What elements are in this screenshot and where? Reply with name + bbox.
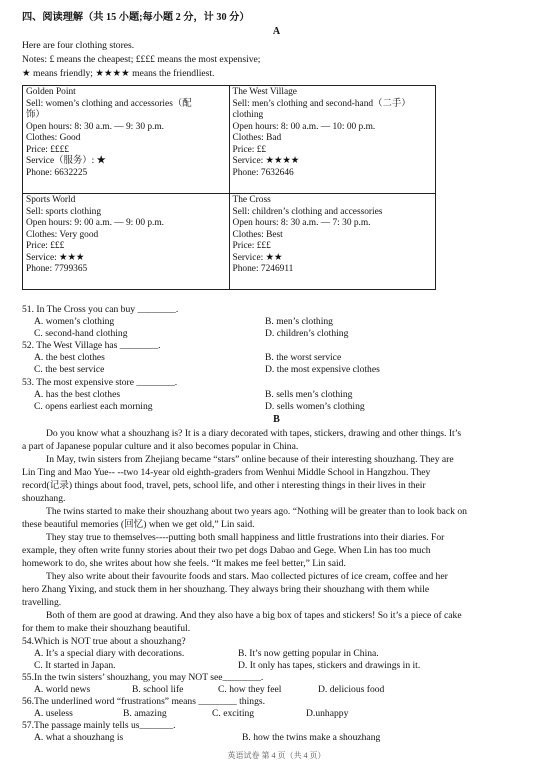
- store-service: Service: ★★: [232, 252, 283, 263]
- store-sell-cont: 饰）: [26, 110, 45, 120]
- store-service: Service: ★★★★: [232, 156, 300, 166]
- question-stem: 51. In The Cross you can buy ________.: [22, 304, 179, 315]
- question-option: A. women’s clothing: [34, 316, 115, 327]
- question-option: B. amazing: [123, 708, 167, 719]
- store-sell: Sell: men’s clothing and second-hand（二手）: [232, 98, 411, 109]
- passage-line: homework to do, she writes about how she feels. “It makes me feel better,” Lin said.: [22, 558, 346, 569]
- store-table: [22, 85, 436, 290]
- passage-line: Do you know what a shouzhang is? It is a diary decorated with tapes, stickers, drawing and other things. It’s: [46, 428, 462, 439]
- section-title: 四、阅读理解（共 15 小题;每小题 2 分，计 30 分）: [22, 12, 250, 23]
- passage-line: shouzhang.: [22, 493, 66, 504]
- question-option: B. school life: [132, 684, 184, 695]
- store-sell: Sell: women’s clothing and accessories（配: [26, 98, 192, 109]
- store-sell: Sell: sports clothing: [26, 206, 101, 217]
- question-stem: 55.In the twin sisters’ shouzhang, you may NOT see________.: [22, 672, 264, 683]
- part-a-label: A: [272, 26, 281, 37]
- question-option: B. the worst service: [265, 352, 342, 363]
- store-phone: Phone: 7799365: [26, 264, 88, 274]
- question-stem: 56.The underlined word “frustrations” means ________ things.: [22, 696, 265, 707]
- store-sell: Sell: children’s clothing and accessories: [232, 206, 383, 217]
- store-clothes: Clothes: Good: [26, 133, 81, 143]
- store-name: The Cross: [232, 195, 271, 205]
- store-name: Golden Point: [26, 87, 76, 97]
- store-cell-the-cross: [229, 194, 436, 290]
- question-option: D. sells women’s clothing: [265, 401, 365, 412]
- store-name: The West Village: [232, 87, 297, 97]
- store-price: Price: ££££: [26, 144, 69, 155]
- store-cell-golden-point: [23, 86, 230, 194]
- question-option: C. opens earliest each morning: [34, 401, 153, 412]
- question-option: C. It started in Japan.: [34, 660, 116, 671]
- question-option: C. second-hand clothing: [34, 328, 128, 339]
- question-option: A. has the best clothes: [34, 389, 121, 400]
- question-option: C. how they feel: [218, 684, 282, 695]
- store-phone: Phone: 7246911: [232, 264, 294, 274]
- question-option: D.unhappy: [306, 708, 349, 719]
- question-stem: 53. The most expensive store ________.: [22, 377, 178, 388]
- passage-line: example, they often write funny stories about their two pet dogs Dabao and Gege. When Lin has too much: [22, 545, 431, 556]
- question-stem: 54.Which is NOT true about a shouzhang?: [22, 636, 186, 647]
- page-footer: 英语试卷 第 4 页（共 4 页）: [227, 751, 326, 760]
- question-option: B. It’s now getting popular in China.: [238, 648, 379, 659]
- question-option: A. useless: [34, 708, 73, 719]
- store-price: Price: ££: [232, 144, 267, 155]
- question-stem: 52. The West Village has ________.: [22, 340, 161, 351]
- passage-line: hero Zhang Yixing, and stuck them in her shouzhang. They always bring their shouzhang with them while: [22, 584, 430, 595]
- store-cell-west-village: [229, 86, 436, 194]
- intro-line: Notes: £ means the cheapest; ££££ means the most expensive;: [22, 54, 261, 65]
- question-option: D. delicious food: [318, 684, 385, 695]
- question-option: D. the most expensive clothes: [265, 364, 380, 375]
- store-price: Price: £££: [232, 241, 271, 251]
- passage-line: In May, twin sisters from Zhejiang became “stars” online because of their interesting shouzhang. They are: [46, 454, 454, 465]
- question-option: C. exciting: [212, 708, 255, 719]
- store-clothes: Clothes: Very good: [26, 229, 99, 240]
- passage-line: Both of them are good at drawing. And they also have a big box of tapes and stickers! So it’s a piece of cake: [46, 610, 462, 621]
- question-option: A. the best clothes: [34, 352, 105, 363]
- passage-line: They also write about their favourite foods and stars. Mao collected pictures of ice cream, coffee and her: [46, 571, 448, 582]
- question-option: A. It’s a special diary with decorations.: [34, 648, 185, 659]
- store-clothes: Clothes: Bad: [232, 133, 282, 143]
- passage-line: Lin Ting and Mao Yue-- --two 14-year old eighth-graders from Wenhui Middle School in Hangzhou. They: [22, 467, 431, 478]
- passage-line: a part of Japanese popular culture and it also becomes popular in China.: [22, 441, 299, 452]
- store-hours: Open hours: 9: 00 a.m. — 9: 00 p.m.: [26, 218, 165, 228]
- question-option: B. men’s clothing: [265, 316, 333, 327]
- passage-line: for them to make their shouzhang beautiful.: [22, 623, 191, 634]
- question-option: B. sells men’s clothing: [265, 389, 353, 400]
- part-b-label: B: [273, 414, 280, 425]
- question-option: B. how the twins make a shouzhang: [242, 732, 381, 743]
- intro-line: ★ means friendly; ★★★★ means the friendliest.: [22, 68, 215, 79]
- question-option: A. what a shouzhang is: [34, 732, 124, 743]
- store-sell-cont: clothing: [232, 110, 264, 120]
- store-phone: Phone: 7632646: [232, 167, 294, 178]
- passage-line: They stay true to themselves----putting both small happiness and little frustrations into their diaries. For: [46, 532, 445, 543]
- store-hours: Open hours: 8: 30 a.m. — 7: 30 p.m.: [232, 218, 371, 228]
- store-hours: Open hours: 8: 00 a.m. — 10: 00 p.m.: [232, 121, 376, 132]
- store-cell-sports-world: [23, 194, 230, 290]
- store-price: Price: £££: [26, 241, 65, 251]
- question-option: D. It only has tapes, stickers and drawings in it.: [238, 660, 421, 671]
- question-stem: 57.The passage mainly tells us_______.: [22, 720, 176, 731]
- store-phone: Phone: 6632225: [26, 167, 88, 178]
- passage-line: The twins started to make their shouzhang about two years ago. “Nothing will be greater than to look back on: [46, 506, 467, 517]
- passage-line: record(记录) things about food, travel, pets, school life, and other i nteresting things in their lives in their: [22, 480, 426, 491]
- store-service: Service（服务）: ★: [26, 156, 106, 166]
- store-service: Service: ★★★: [26, 252, 85, 263]
- passage-line: travelling.: [22, 597, 62, 608]
- question-option: A. world news: [34, 684, 91, 695]
- question-option: D. children’s clothing: [265, 328, 349, 339]
- store-clothes: Clothes: Best: [232, 229, 283, 240]
- question-option: C. the best service: [34, 364, 105, 375]
- intro-line: Here are four clothing stores.: [22, 40, 135, 51]
- passage-line: these beautiful memories (回忆) when we get old,” Lin said.: [22, 519, 255, 530]
- store-hours: Open hours: 8: 30 a.m. — 9: 30 p.m.: [26, 121, 165, 132]
- store-name: Sports World: [26, 195, 76, 205]
